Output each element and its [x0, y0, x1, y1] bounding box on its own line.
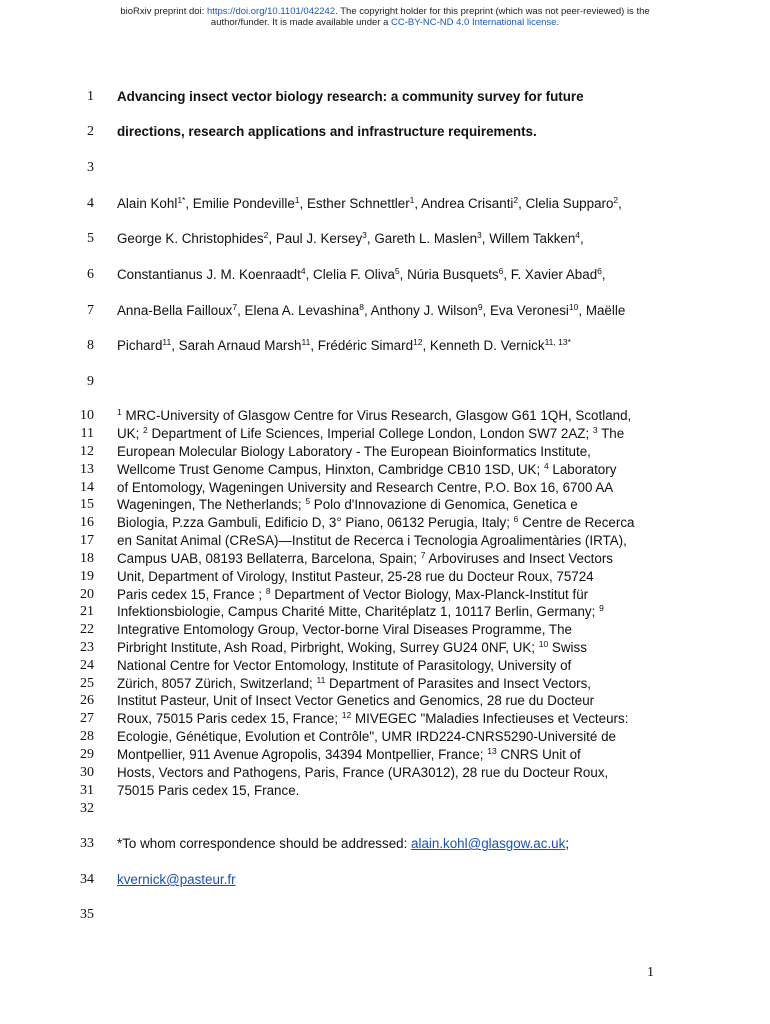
author-name: , Willem Takken [481, 231, 576, 246]
banner-text: bioRxiv preprint doi: [120, 6, 207, 17]
line-number: 1 [87, 89, 94, 104]
line-number: 17 [80, 533, 94, 548]
line-number: 6 [87, 267, 94, 282]
author-affiliation-mark: 1 [409, 195, 415, 205]
line-number: 26 [80, 693, 94, 708]
affiliation-line: European Molecular Biology Laboratory - The European Bioinformatics Institute, [117, 444, 591, 459]
line-number: 19 [80, 569, 94, 584]
affiliation-text: Swiss [548, 640, 587, 655]
author-name: , Sarah Arnaud Marsh [171, 338, 302, 353]
author-affiliation-mark: 7 [232, 302, 238, 312]
author-name: , Clelia F. Oliva [305, 267, 395, 282]
author-line-3 [117, 267, 606, 282]
author-affiliation-mark: 10 [568, 302, 579, 312]
author-name: Pichard [117, 338, 163, 353]
author-separator: , [601, 267, 606, 282]
affiliation-mark: 9 [599, 603, 604, 613]
author-line-5 [117, 338, 571, 353]
line-number: 13 [80, 462, 94, 477]
author-affiliation-mark: 5 [394, 266, 400, 276]
author-name: , Kenneth D. Vernick [422, 338, 545, 353]
line-number: 27 [80, 711, 94, 726]
affiliation-line: Institut Pasteur, Unit of Insect Vector Genetics and Genomics, 28 rue du Docteur [117, 693, 595, 708]
affiliation-mark: 13 [487, 746, 497, 756]
affiliation-mark: 3 [592, 425, 598, 435]
correspondence-line [117, 836, 569, 851]
line-number: 20 [80, 587, 94, 602]
affiliation-text: Centre de Recerca [518, 515, 635, 530]
affiliation-mark: 6 [513, 514, 519, 524]
banner-line-1 [0, 6, 770, 17]
author-name: , Andrea Crisanti [414, 196, 514, 211]
affiliation-text: MRC-University of Glasgow Centre for Virus Research, Glasgow G61 1QH, Scotland, [121, 408, 632, 423]
author-affiliation-mark: 1* [177, 195, 186, 205]
affiliation-line [117, 426, 624, 441]
banner-text: . The copyright holder for this preprint (which was not peer-reviewed) is the [335, 6, 650, 17]
affiliation-text: Infektionsbiologie, Campus Charité Mitte, Charitéplatz 1, 10117 Berlin, Germany; [117, 604, 600, 619]
author-affiliation-mark: 12 [413, 337, 423, 347]
affiliation-mark: 1 [117, 407, 122, 417]
line-number: 3 [87, 160, 94, 175]
line-number: 29 [80, 747, 94, 762]
author-name: , Esther Schnettler [299, 196, 410, 211]
line-number: 30 [80, 765, 94, 780]
author-affiliation-mark: 2 [613, 195, 619, 205]
author-name: , Clelia Supparo [518, 196, 614, 211]
correspondence-label: *To whom correspondence should be addressed: [117, 836, 412, 851]
author-affiliation-mark: 2 [263, 230, 269, 240]
author-name: , Paul J. Kersey [268, 231, 363, 246]
affiliation-text: Polo d'Innovazione di Genomica, Genetica e [310, 497, 578, 512]
affiliation-line [117, 640, 587, 655]
line-number: 9 [87, 374, 94, 389]
affiliation-text: Paris cedex 15, France ; [117, 587, 266, 602]
affiliation-line [117, 462, 616, 477]
line-number: 7 [87, 303, 94, 318]
author-affiliation-mark: 9 [477, 302, 483, 312]
affiliation-line: Hosts, Vectors and Pathogens, Paris, France (URA3012), 28 rue du Docteur Roux, [117, 765, 609, 780]
affiliation-line [117, 408, 631, 423]
author-affiliation-mark: 4 [300, 266, 306, 276]
author-affiliation-mark: 11 [162, 337, 172, 347]
affiliation-line [117, 587, 588, 602]
author-name: , Eva Veronesi [482, 303, 569, 318]
email-link-kohl[interactable]: alain.kohl@glasgow.ac.uk [411, 836, 566, 851]
affiliation-line: Integrative Entomology Group, Vector-borne Viral Diseases Programme, The [117, 622, 573, 637]
affiliation-text: Arboviruses and Insect Vectors [425, 551, 614, 566]
affiliation-text: Zürich, 8057 Zürich, Switzerland; [117, 676, 317, 691]
affiliation-line: en Sanitat Animal (CReSA)—Institut de Recerca i Tecnologia Agroalimentàries (IRTA), [117, 533, 627, 548]
affiliation-mark: 7 [420, 550, 426, 560]
author-name: , F. Xavier Abad [503, 267, 598, 282]
affiliation-line [117, 711, 628, 726]
line-number: 4 [87, 196, 94, 211]
affiliation-line: 75015 Paris cedex 15, France. [117, 783, 300, 798]
author-affiliation-mark: 3 [477, 230, 482, 240]
line-number: 15 [80, 497, 94, 512]
author-affiliation-mark: 3 [362, 230, 367, 240]
author-name: , Frédéric Simard [310, 338, 414, 353]
affiliation-text: Wellcome Trust Genome Campus, Hinxton, Cambridge CB10 1SD, UK; [117, 462, 544, 477]
line-number: 34 [80, 872, 94, 887]
line-number: 28 [80, 729, 94, 744]
author-name: , Núria Busquets [399, 267, 499, 282]
banner-line-2 [0, 17, 770, 28]
affiliation-text: Montpellier, 911 Avenue Agropolis, 34394 Montpellier, France; [117, 747, 488, 762]
line-number: 18 [80, 551, 94, 566]
affiliation-text: Campus UAB, 08193 Bellaterra, Barcelona, Spain; [117, 551, 421, 566]
license-link[interactable]: CC-BY-NC-ND 4.0 International license [391, 17, 557, 28]
page-number: 1 [647, 965, 654, 980]
author-affiliation-mark: 6 [498, 266, 504, 276]
author-name: Constantianus J. M. Koenraadt [117, 267, 301, 282]
author-affiliation-mark: 11 [301, 337, 311, 347]
author-name: , Emilie Pondeville [185, 196, 295, 211]
author-affiliation-mark: 11, 13* [544, 337, 571, 347]
author-name: , Gareth L. Maslen [366, 231, 478, 246]
author-name: , Anthony J. Wilson [363, 303, 478, 318]
affiliation-line [117, 551, 613, 566]
doi-link[interactable]: https://doi.org/10.1101/042242 [206, 6, 336, 17]
line-number: 33 [80, 836, 94, 851]
affiliation-mark: 8 [265, 586, 271, 596]
line-number: 14 [80, 480, 94, 495]
affiliation-line [117, 515, 634, 530]
line-number: 35 [80, 907, 94, 922]
author-name: , Maëlle [578, 303, 626, 318]
author-affiliation-mark: 4 [575, 230, 581, 240]
line-number: 2 [87, 124, 94, 139]
paper-title-line-2: directions, research applications and infrastructure requirements. [117, 124, 537, 139]
author-line-1 [117, 196, 622, 211]
author-line-4 [117, 303, 625, 318]
line-number: 32 [80, 801, 94, 816]
line-number: 12 [80, 444, 94, 459]
paper-title-line-1: Advancing insect vector biology research: a community survey for future [117, 89, 584, 104]
affiliation-text: UK; [117, 426, 144, 441]
author-affiliation-mark: 6 [597, 266, 602, 276]
line-number: 10 [80, 408, 94, 423]
line-number: 8 [87, 338, 94, 353]
author-separator: , [580, 231, 584, 246]
affiliation-mark: 2 [143, 425, 148, 435]
affiliation-text: Laboratory [548, 462, 617, 477]
affiliation-text: Department of Parasites and Insect Vectors, [325, 676, 592, 691]
affiliation-line: Ecologie, Génétique, Evolution et Contrôle", UMR IRD224-CNRS5290-Université de [117, 729, 616, 744]
affiliation-mark: 10 [538, 639, 549, 649]
banner-text: . [556, 17, 560, 28]
author-affiliation-mark: 8 [359, 302, 364, 312]
banner-text: author/funder. It is made available under a [210, 17, 391, 28]
affiliation-line [117, 747, 581, 762]
line-number: 23 [80, 640, 94, 655]
affiliation-line: National Centre for Vector Entomology, Institute of Parasitology, University of [117, 658, 572, 673]
affiliation-line: Unit, Department of Virology, Institut Pasteur, 25-28 rue du Docteur Roux, 75724 [117, 569, 594, 584]
author-separator: , [618, 196, 622, 211]
affiliation-text: Pirbright Institute, Ash Road, Pirbright, Woking, Surrey GU24 0NF, UK; [117, 640, 539, 655]
affiliation-line: of Entomology, Wageningen University and Research Centre, P.O. Box 16, 6700 AA [117, 480, 614, 495]
affiliation-mark: 12 [341, 710, 352, 720]
affiliation-text: Department of Vector Biology, Max-Planck-Institut für [270, 587, 589, 602]
correspondence-separator: ; [565, 836, 570, 851]
line-number: 25 [80, 676, 94, 691]
author-name: George K. Christophides [117, 231, 264, 246]
affiliation-line [117, 497, 578, 512]
affiliation-text: CNRS Unit of [496, 747, 581, 762]
author-name: Anna-Bella Failloux [117, 303, 233, 318]
line-number: 5 [87, 231, 94, 246]
author-line-2 [117, 231, 584, 246]
line-number: 11 [80, 426, 94, 441]
line-number: 16 [80, 515, 94, 530]
email-link-vernick[interactable]: kvernick@pasteur.fr [117, 872, 236, 887]
affiliation-text: Biologia, P.zza Gambuli, Edificio D, 3° Piano, 06132 Perugia, Italy; [117, 515, 514, 530]
affiliation-text: Roux, 75015 Paris cedex 15, France; [117, 711, 342, 726]
affiliation-text: MIVEGEC "Maladies Infectieuses et Vecteurs: [351, 711, 629, 726]
affiliation-line [117, 676, 591, 691]
correspondence-line-2 [117, 872, 236, 887]
line-number: 31 [80, 783, 94, 798]
affiliation-line [117, 604, 604, 619]
preprint-banner [0, 6, 770, 28]
affiliation-mark: 5 [305, 496, 311, 506]
affiliation-mark: 4 [543, 461, 549, 471]
line-number: 24 [80, 658, 94, 673]
affiliation-text: The [597, 426, 625, 441]
affiliation-text: Department of Life Sciences, Imperial College London, London SW7 2AZ; [147, 426, 593, 441]
author-affiliation-mark: 1 [294, 195, 300, 205]
line-number: 21 [80, 604, 94, 619]
line-number: 22 [80, 622, 94, 637]
author-name: , Elena A. Levashina [237, 303, 360, 318]
author-name: Alain Kohl [117, 196, 178, 211]
author-affiliation-mark: 2 [513, 195, 519, 205]
affiliation-mark: 11 [316, 675, 326, 685]
affiliation-text: Wageningen, The Netherlands; [117, 497, 306, 512]
